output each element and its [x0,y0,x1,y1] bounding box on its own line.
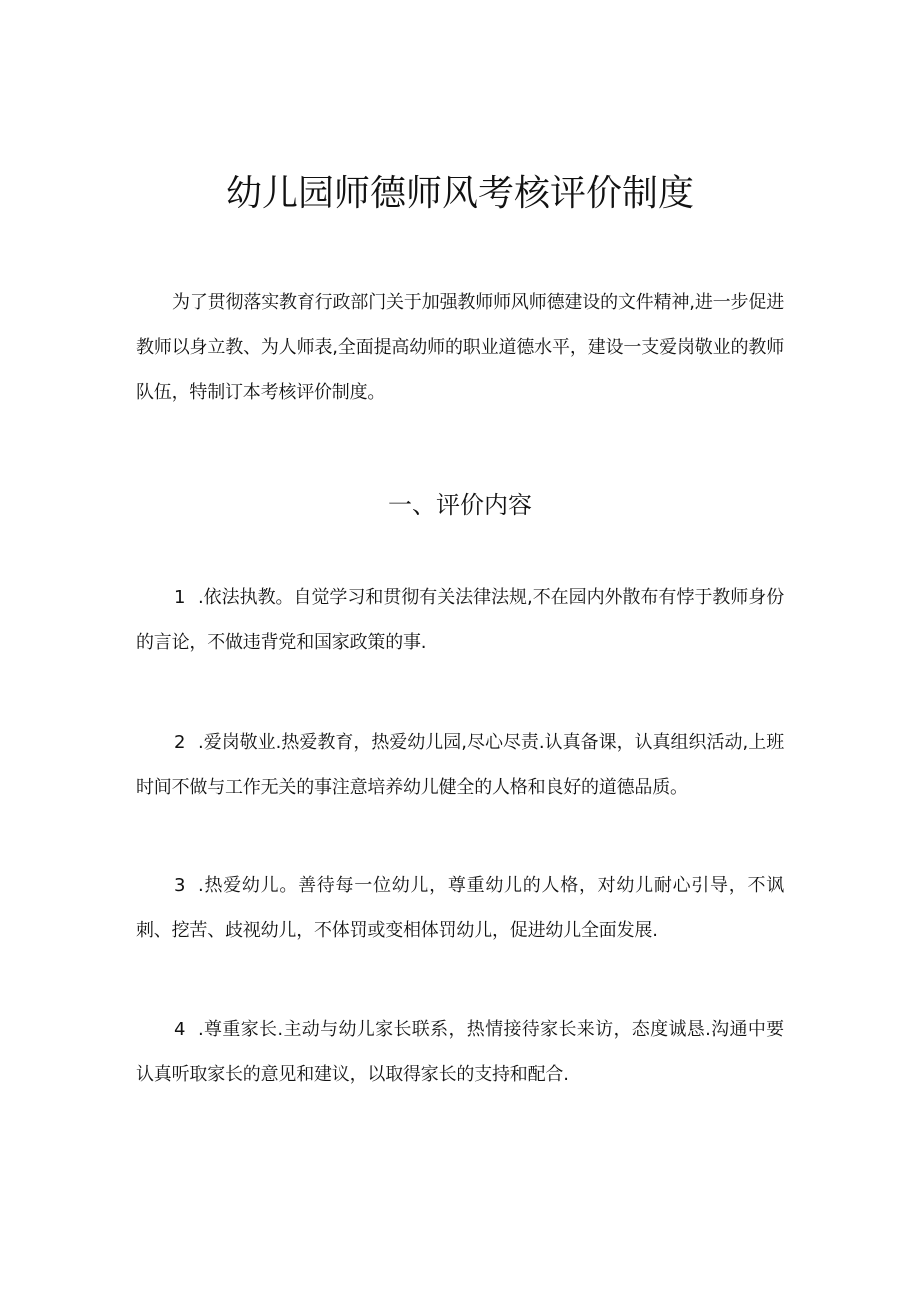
document-title: 幼儿园师德师风考核评价制度 [225,173,694,214]
item-number: 4 [174,1019,186,1040]
list-item [136,1007,784,1097]
list-item [136,575,784,665]
item-number: 1 [174,587,186,608]
item-text: .热爱幼儿。善待每一位幼儿，尊重幼儿的人格，对幼儿耐心引导，不讽刺、挖苦、歧视幼儿，不体罚或变相体罚幼儿，促进幼儿全面发展. [136,875,784,941]
item-text: .爱岗敬业.热爱教育，热爱幼儿园,尽心尽责.认真备课，认真组织活动,上班时间不做与工作无关的事注意培养幼儿健全的人格和良好的道德品质。 [136,732,784,798]
item-number: 3 [174,875,186,896]
list-item [136,720,784,810]
section-heading: 一、评价内容 [388,491,532,519]
intro-paragraph: 为了贯彻落实教育行政部门关于加强教师师风师德建设的文件精神,进一步促进教师以身立教、为人师表,全面提高幼师的职业道德水平，建设一支爱岗敬业的教师队伍，特制订本考核评价制度。 [136,292,784,403]
item-text: .依法执教。自觉学习和贯彻有关法律法规,不在园内外散布有悖于教师身份的言论，不做违背党和国家政策的事. [136,587,784,653]
list-item [136,863,784,953]
item-number: 2 [174,732,186,753]
item-text: .尊重家长.主动与幼儿家长联系，热情接待家长来访，态度诚恳.沟通中要认真听取家长的意见和建议，以取得家长的支持和配合. [136,1019,784,1085]
